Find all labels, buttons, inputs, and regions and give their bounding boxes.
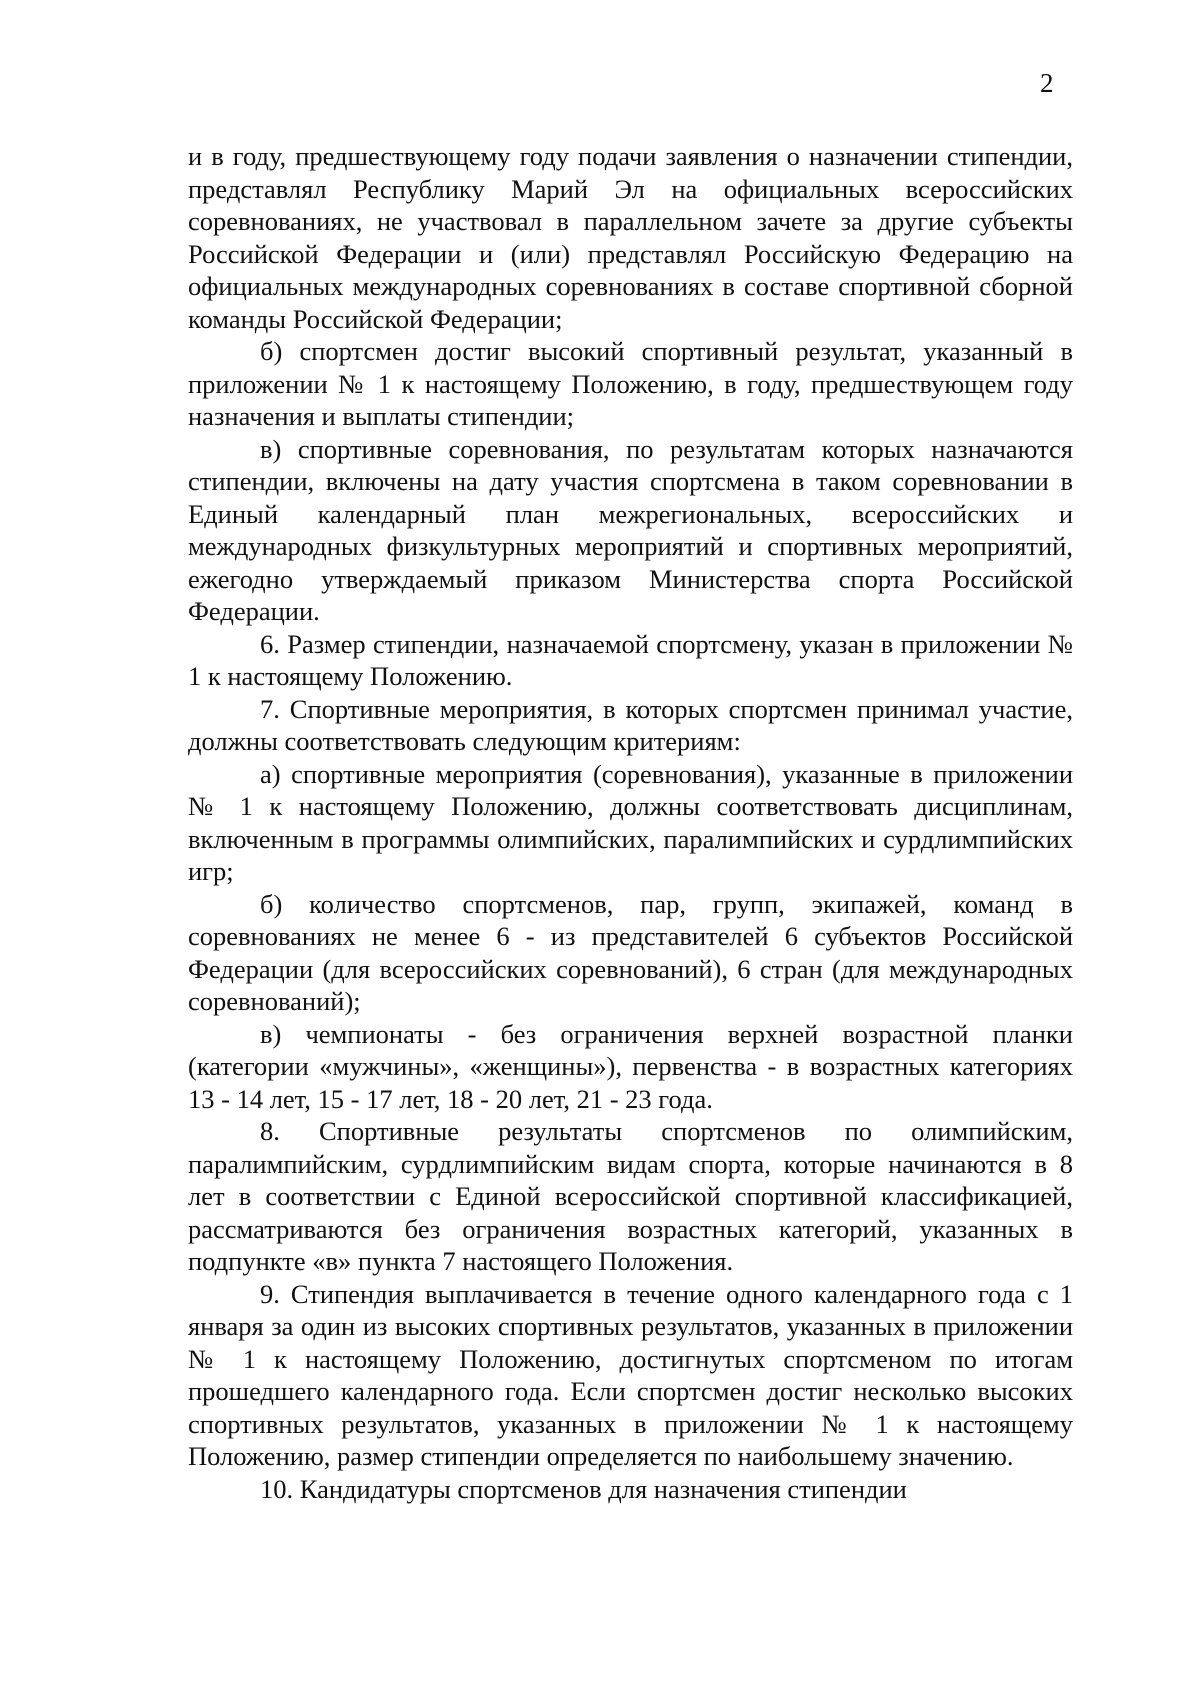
paragraph-item-9: 9. Стипендия выплачивается в течение одного календарного года с 1 января за один из высоких спортивных результатов, указанных в приложении № 1 к настоящему Положению, достигнутых спортсменом по итогам прошедшего календарного года. Если спортсмен достиг несколько высоких спортивных результатов, указанных в приложении № 1 к настоящему Положению, размер стипендии определяется по наибольшему значению. — [188, 1278, 1073, 1471]
paragraph-item-7: 7. Спортивные мероприятия, в которых спортсмен принимал участие, должны соответствовать следующим критериям: — [188, 693, 1073, 756]
document-body — [188, 140, 1073, 1505]
paragraph-continuation: и в году, предшествующему году подачи заявления о назначении стипендии, представлял Республику Марий Эл на официальных всероссийских соревнованиях, не участвовал в параллельном зачете за другие субъекты Российской Федерации и (или) представлял Российскую Федерацию на официальных международных соревнованиях в составе спортивной сборной команды Российской Федерации; — [188, 141, 1073, 334]
paragraph-item-7-b: б) количество спортсменов, пар, групп, экипажей, команд в соревнованиях не менее 6 - из представителей 6 субъектов Российской Федерации (для всероссийских соревнований), 6 стран (для международных соревнований); — [188, 888, 1073, 1016]
paragraph-item-8: 8. Спортивные результаты спортсменов по олимпийским, паралимпийским, сурдлимпийским видам спорта, которые начинаются в 8 лет в соответствии с Единой всероссийской спортивной классификацией, рассматриваются без ограничения возрастных категорий, указанных в подпункте «в» пункта 7 настоящего Положения. — [188, 1116, 1073, 1276]
paragraph-item-7-a: а) спортивные мероприятия (соревнования), указанные в приложении № 1 к настоящему Положению, должны соответствовать дисциплинам, включенным в программы олимпийских, паралимпийских и сурдлимпийских игр; — [188, 758, 1073, 886]
paragraph-item-6: 6. Размер стипендии, назначаемой спортсмену, указан в приложении № 1 к настоящему Положению. — [188, 628, 1073, 691]
page-number: 2 — [1040, 68, 1054, 98]
paragraph-item-10: 10. Кандидатуры спортсменов для назначения стипендии — [260, 1473, 907, 1504]
paragraph-subitem-v: в) спортивные соревнования, по результатам которых назначаются стипендии, включены на дату участия спортсмена в таком соревновании в Единый календарный план межрегиональных, всероссийских и международных физкультурных мероприятий и спортивных мероприятий, ежегодно утверждаемый приказом Министерства спорта Российской Федерации. — [188, 433, 1073, 626]
paragraph-item-7-v: в) чемпионаты - без ограничения верхней возрастной планки (категории «мужчины», «женщины»), первенства - в возрастных категориях 13 - 14 лет, 15 - 17 лет, 18 - 20 лет, 21 - 23 года. — [188, 1018, 1073, 1114]
paragraph-subitem-b: б) спортсмен достиг высокий спортивный результат, указанный в приложении № 1 к настоящему Положению, в году, предшествующем году назначения и выплаты стипендии; — [188, 336, 1073, 431]
